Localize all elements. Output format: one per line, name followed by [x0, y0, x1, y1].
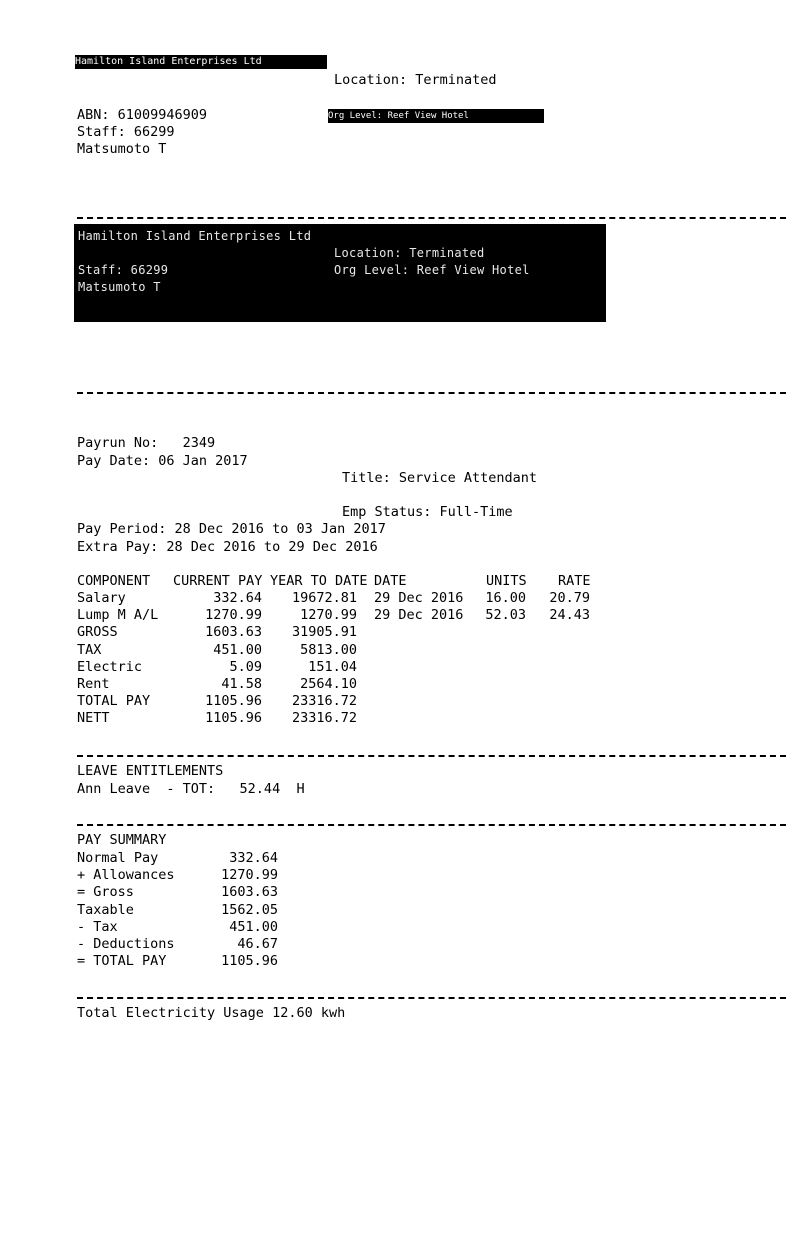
col-header-component: COMPONENT [77, 573, 151, 589]
col-header-current-pay: CURRENT PAY [173, 573, 263, 589]
cell-current-pay: 5.09 [229, 658, 262, 675]
divider [77, 997, 786, 999]
cell-year-to-date: 151.04 [308, 658, 357, 675]
org-level-redacted: Org Level: Reef View Hotel [328, 109, 544, 123]
annual-leave: Ann Leave - TOT: 52.44 H [77, 781, 305, 797]
cell-current-pay: 41.58 [221, 676, 262, 692]
summary-label: Normal Pay [77, 850, 159, 866]
summary-value: 332.64 [229, 850, 278, 866]
divider [77, 755, 786, 757]
summary-value: 1562.05 [221, 901, 278, 918]
employee-name: Matsumoto T [77, 141, 167, 157]
stub-org-level: Org Level: Reef View Hotel [334, 263, 530, 277]
cell-current-pay: 1105.96 [205, 693, 262, 710]
cell-date: 29 Dec 2016 [374, 590, 464, 606]
col-header-rate: RATE [558, 573, 591, 589]
stub-company: Hamilton Island Enterprises Ltd [78, 229, 312, 243]
abn-label: ABN: 61009946909 [77, 107, 208, 123]
pay-period: Pay Period: 28 Dec 2016 to 03 Jan 2017 [77, 521, 386, 537]
cell-current-pay: 451.00 [213, 641, 262, 658]
pay-summary-heading: PAY SUMMARY [77, 832, 167, 848]
summary-value: 46.67 [237, 936, 278, 952]
cell-year-to-date: 23316.72 [291, 710, 357, 727]
cell-current-pay: 1603.63 [205, 624, 262, 641]
cell-component: Electric [77, 658, 143, 675]
cell-year-to-date: 31905.91 [291, 624, 357, 641]
employment-status: Emp Status: Full-Time [342, 504, 513, 520]
cell-component: Rent [77, 676, 110, 692]
col-header-date: DATE [374, 573, 407, 589]
cell-year-to-date: 23316.72 [291, 693, 357, 710]
cell-current-pay: 1270.99 [205, 607, 262, 624]
electricity-usage: Total Electricity Usage 12.60 kwh [77, 1005, 346, 1021]
summary-label: = TOTAL PAY [77, 953, 167, 970]
col-header-year-to-date: YEAR TO DATE [270, 573, 368, 589]
job-title: Title: Service Attendant [342, 470, 538, 486]
pay-date: Pay Date: 06 Jan 2017 [77, 453, 248, 469]
cell-component: Lump M A/L [77, 607, 159, 624]
stub-block [74, 224, 606, 322]
cell-units: 52.03 [485, 607, 526, 624]
summary-label: - Tax [77, 918, 118, 935]
summary-value: 451.00 [229, 918, 278, 935]
cell-year-to-date: 2564.10 [300, 676, 357, 692]
divider [77, 217, 786, 219]
cell-component: GROSS [77, 624, 118, 641]
cell-component: NETT [77, 710, 110, 727]
cell-rate: 20.79 [549, 590, 590, 606]
payrun-number: Payrun No: 2349 [77, 435, 216, 451]
location-label: Location: Terminated [334, 72, 497, 88]
cell-year-to-date: 5813.00 [300, 641, 357, 658]
summary-label: - Deductions [77, 936, 175, 952]
cell-component: Salary [77, 590, 126, 606]
extra-pay: Extra Pay: 28 Dec 2016 to 29 Dec 2016 [77, 539, 378, 555]
cell-year-to-date: 1270.99 [300, 607, 357, 624]
summary-label: = Gross [77, 884, 134, 901]
divider [77, 824, 786, 826]
summary-value: 1105.96 [221, 953, 278, 970]
cell-rate: 24.43 [549, 607, 590, 624]
staff-label: Staff: 66299 [77, 124, 175, 140]
company-name-redacted: Hamilton Island Enterprises Ltd [75, 55, 327, 69]
col-header-units: UNITS [486, 573, 527, 589]
stub-name: Matsumoto T [78, 280, 161, 294]
summary-label: + Allowances [77, 867, 175, 884]
leave-heading: LEAVE ENTITLEMENTS [77, 763, 224, 779]
cell-units: 16.00 [485, 590, 526, 606]
cell-date: 29 Dec 2016 [374, 607, 464, 624]
summary-label: Taxable [77, 901, 134, 918]
stub-staff: Staff: 66299 [78, 263, 169, 277]
cell-year-to-date: 19672.81 [291, 590, 357, 606]
summary-value: 1270.99 [221, 867, 278, 884]
cell-current-pay: 1105.96 [205, 710, 262, 727]
summary-value: 1603.63 [221, 884, 278, 901]
cell-component: TAX [77, 641, 102, 658]
divider [77, 392, 786, 394]
stub-location: Location: Terminated [334, 246, 485, 260]
cell-component: TOTAL PAY [77, 693, 151, 710]
cell-current-pay: 332.64 [213, 590, 262, 606]
